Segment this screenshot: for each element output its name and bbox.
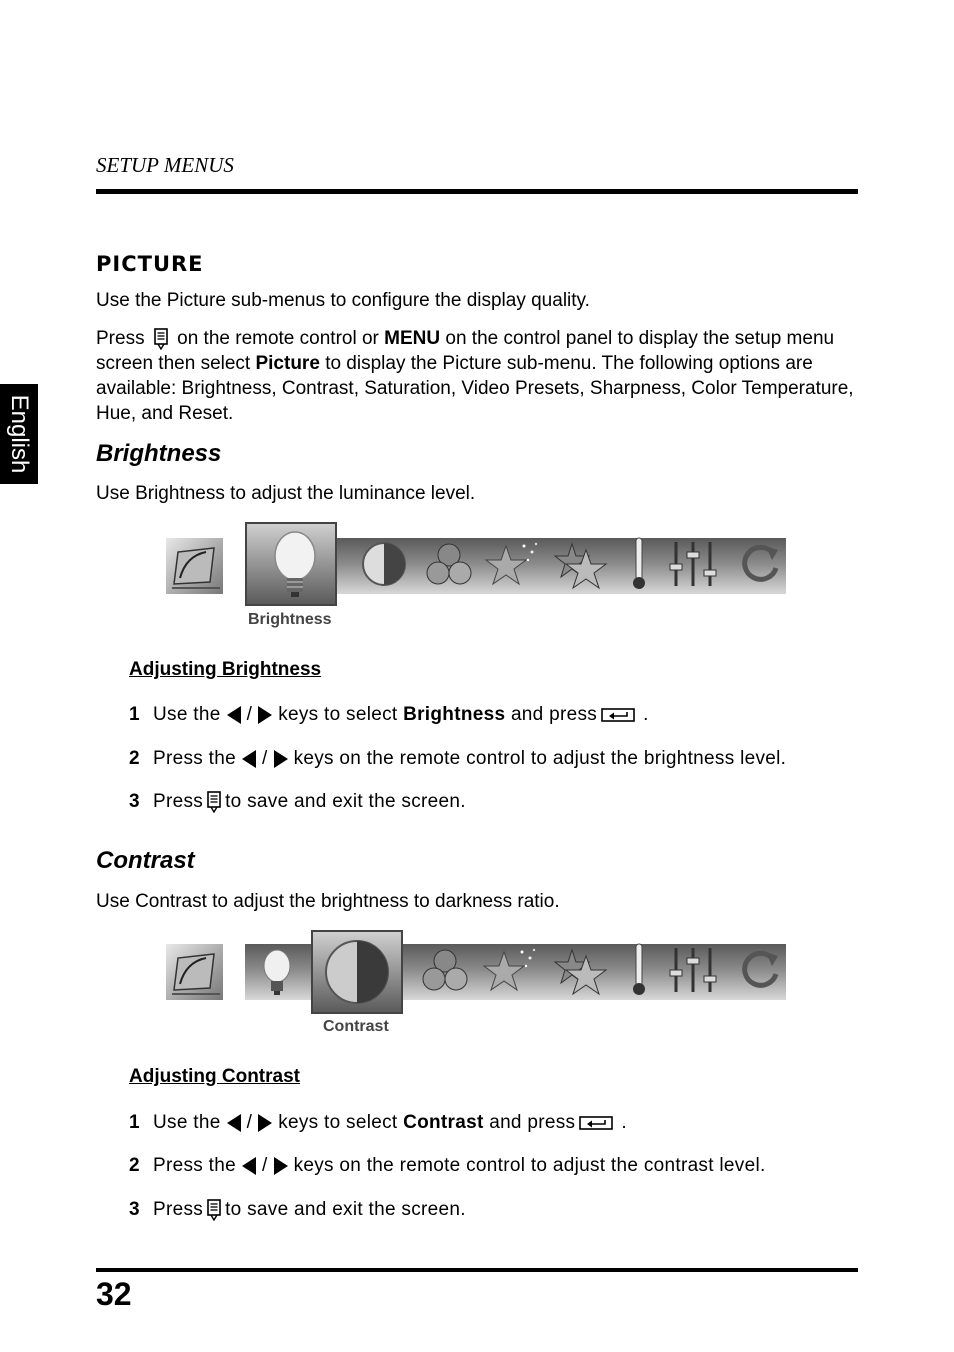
contrast-icon — [313, 932, 401, 1012]
color-temperature-icon — [628, 536, 650, 592]
menu-icon — [154, 328, 168, 350]
page-number: 32 — [96, 1276, 132, 1312]
picture-heading: PICTURE — [96, 252, 204, 276]
brightness-step-1: 1 Use the / keys to select Brightness and press . — [129, 704, 649, 725]
contrast-menu-bar — [0, 930, 954, 1040]
contrast-icon — [360, 540, 408, 588]
picture-instructions: Press on the remote control or MENU on the control panel to display the setup menu screen then select Picture to display the Picture sub-menu. The following options are available: Brightness, Contrast, Saturation, Video Presets, Sharpness, Color Temperature, Hue, and Reset. — [96, 328, 854, 424]
enter-icon — [579, 1114, 617, 1132]
bulb-icon — [247, 524, 335, 604]
adjusting-contrast-heading: Adjusting Contrast — [129, 1066, 300, 1087]
contrast-step-1: 1 Use the / keys to select Contrast and press . — [129, 1112, 627, 1133]
brightness-bar-label: Brightness — [248, 611, 332, 628]
sharpness-icon — [552, 538, 610, 590]
contrast-step-3: 3 Press to save and exit the screen. — [129, 1199, 466, 1220]
hue-icon — [666, 538, 722, 590]
bulb-icon — [254, 946, 300, 998]
right-arrow-icon — [274, 1157, 288, 1175]
left-arrow-icon — [242, 750, 256, 768]
right-arrow-icon — [274, 750, 288, 768]
left-arrow-icon — [227, 1114, 241, 1132]
sharpness-icon — [552, 944, 610, 996]
brightness-selected-box — [245, 522, 337, 606]
contrast-bar-label: Contrast — [323, 1018, 389, 1035]
adjusting-brightness-heading: Adjusting Brightness — [129, 659, 322, 680]
right-arrow-icon — [258, 706, 272, 724]
language-tab — [0, 384, 38, 484]
picture-tile-icon — [166, 538, 223, 594]
saturation-icon — [420, 946, 470, 996]
right-arrow-icon — [258, 1114, 272, 1132]
brightness-step-2: 2 Press the / keys on the remote control to adjust the brightness level. — [129, 748, 787, 769]
contrast-step-2: 2 Press the / keys on the remote control to adjust the contrast level. — [129, 1155, 766, 1176]
brightness-description: Use Brightness to adjust the luminance level. — [96, 483, 476, 504]
saturation-icon — [424, 540, 474, 590]
left-arrow-icon — [227, 706, 241, 724]
contrast-heading: Contrast — [96, 847, 195, 874]
reset-icon — [738, 948, 782, 992]
enter-icon — [601, 706, 639, 724]
color-temperature-icon — [628, 942, 650, 998]
brightness-heading: Brightness — [96, 440, 222, 467]
hue-icon — [666, 944, 722, 996]
menu-icon — [207, 791, 221, 813]
video-presets-icon — [482, 944, 540, 996]
section-label: SETUP MENUS — [96, 153, 234, 177]
brightness-step-3: 3 Press to save and exit the screen. — [129, 791, 466, 812]
footer-rule — [96, 1268, 858, 1272]
header-rule — [96, 189, 858, 194]
left-arrow-icon — [242, 1157, 256, 1175]
picture-tile-icon — [166, 944, 223, 1000]
contrast-selected-box — [311, 930, 403, 1014]
picture-intro: Use the Picture sub-menus to configure the display quality. — [96, 290, 590, 311]
reset-icon — [738, 542, 782, 586]
menu-icon — [207, 1199, 221, 1221]
contrast-description: Use Contrast to adjust the brightness to darkness ratio. — [96, 891, 560, 912]
video-presets-icon — [484, 538, 542, 590]
language-tab-label: English — [6, 394, 33, 474]
brightness-menu-bar — [0, 522, 954, 632]
